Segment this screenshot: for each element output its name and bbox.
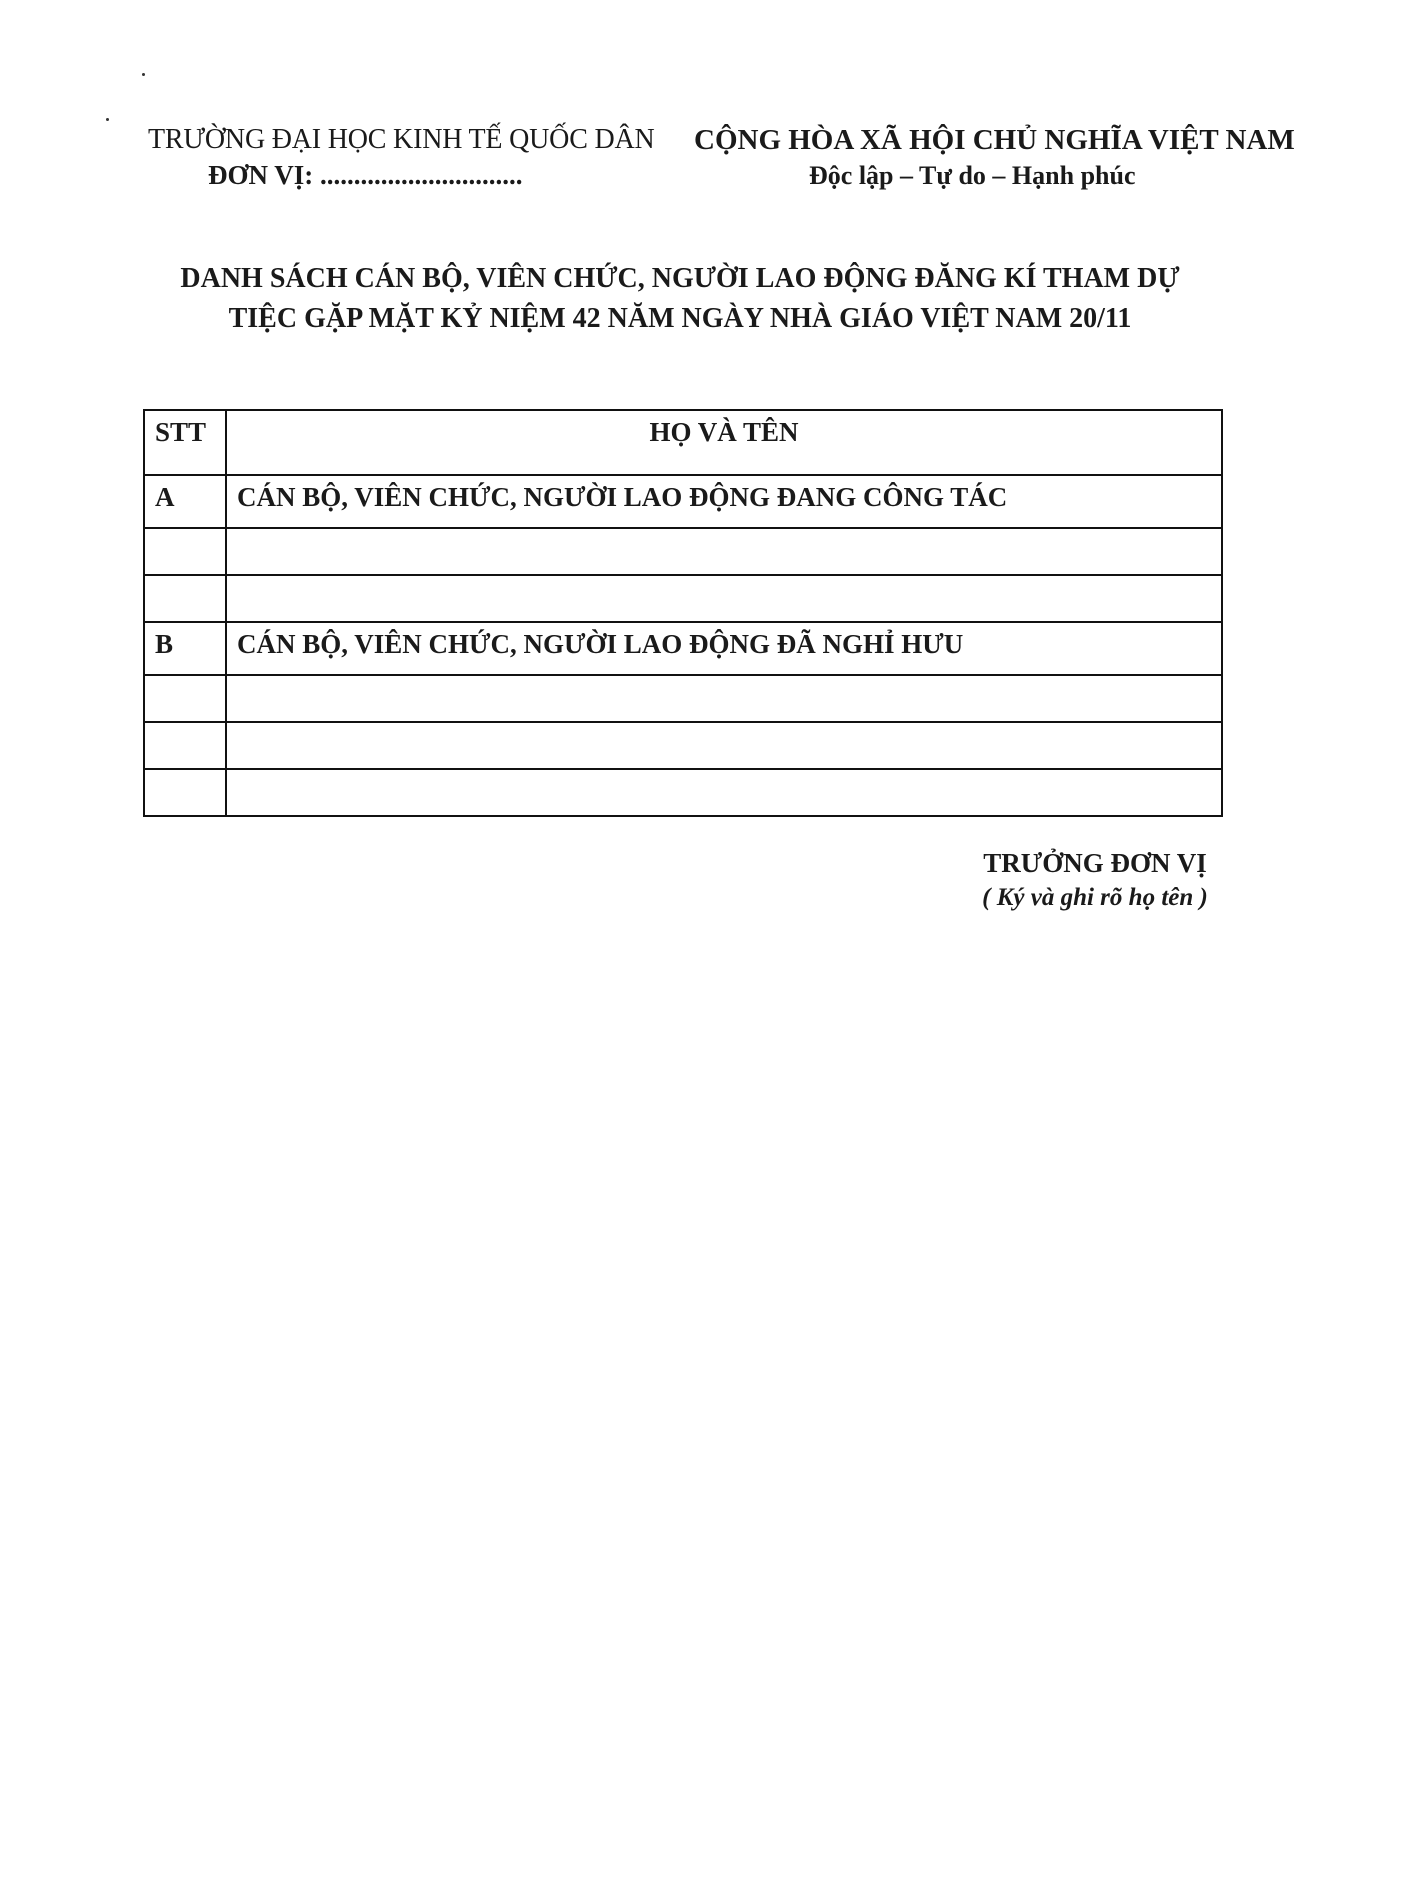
table-row — [144, 575, 1222, 622]
name-cell[interactable] — [226, 528, 1222, 575]
table-header-row — [144, 410, 1222, 475]
name-cell[interactable] — [226, 675, 1222, 722]
institution-name: TRƯỜNG ĐẠI HỌC KINH TẾ QUỐC DÂN — [148, 124, 655, 155]
scan-speck — [142, 73, 145, 76]
signature-title: TRƯỞNG ĐƠN VỊ — [983, 848, 1207, 878]
table-row — [144, 675, 1222, 722]
name-cell[interactable] — [226, 575, 1222, 622]
column-header-stt: STT — [144, 410, 226, 475]
stt-cell[interactable] — [144, 722, 226, 769]
table-row — [144, 528, 1222, 575]
table-row — [144, 722, 1222, 769]
stt-cell[interactable] — [144, 675, 226, 722]
section-row-b — [144, 622, 1222, 675]
section-b-stt: B — [144, 622, 226, 675]
column-header-name: HỌ VÀ TÊN — [226, 410, 1222, 475]
document-title-line-2: TIỆC GẶP MẶT KỶ NIỆM 42 NĂM NGÀY NHÀ GIÁO VIỆT NAM 20/11 — [228, 303, 1132, 334]
country-name: CỘNG HÒA XÃ HỘI CHỦ NGHĨA VIỆT NAM — [694, 124, 1295, 156]
unit-line: ĐƠN VỊ: .............................. — [208, 160, 523, 190]
name-cell[interactable] — [226, 722, 1222, 769]
section-b-label: CÁN BỘ, VIÊN CHỨC, NGƯỜI LAO ĐỘNG ĐÃ NGHỈ HƯU — [226, 622, 1222, 675]
section-row-a — [144, 475, 1222, 528]
document-title-line-1: DANH SÁCH CÁN BỘ, VIÊN CHỨC, NGƯỜI LAO ĐỘNG ĐĂNG KÍ THAM DỰ — [180, 263, 1180, 294]
table-row — [144, 769, 1222, 816]
stt-cell[interactable] — [144, 575, 226, 622]
registration-table — [143, 409, 1223, 817]
stt-cell[interactable] — [144, 528, 226, 575]
scan-speck — [106, 118, 109, 121]
section-a-stt: A — [144, 475, 226, 528]
section-a-label: CÁN BỘ, VIÊN CHỨC, NGƯỜI LAO ĐỘNG ĐANG CÔNG TÁC — [226, 475, 1222, 528]
name-cell[interactable] — [226, 769, 1222, 816]
signature-note: ( Ký và ghi rõ họ tên ) — [982, 884, 1208, 911]
motto: Độc lập – Tự do – Hạnh phúc — [809, 161, 1136, 190]
stt-cell[interactable] — [144, 769, 226, 816]
